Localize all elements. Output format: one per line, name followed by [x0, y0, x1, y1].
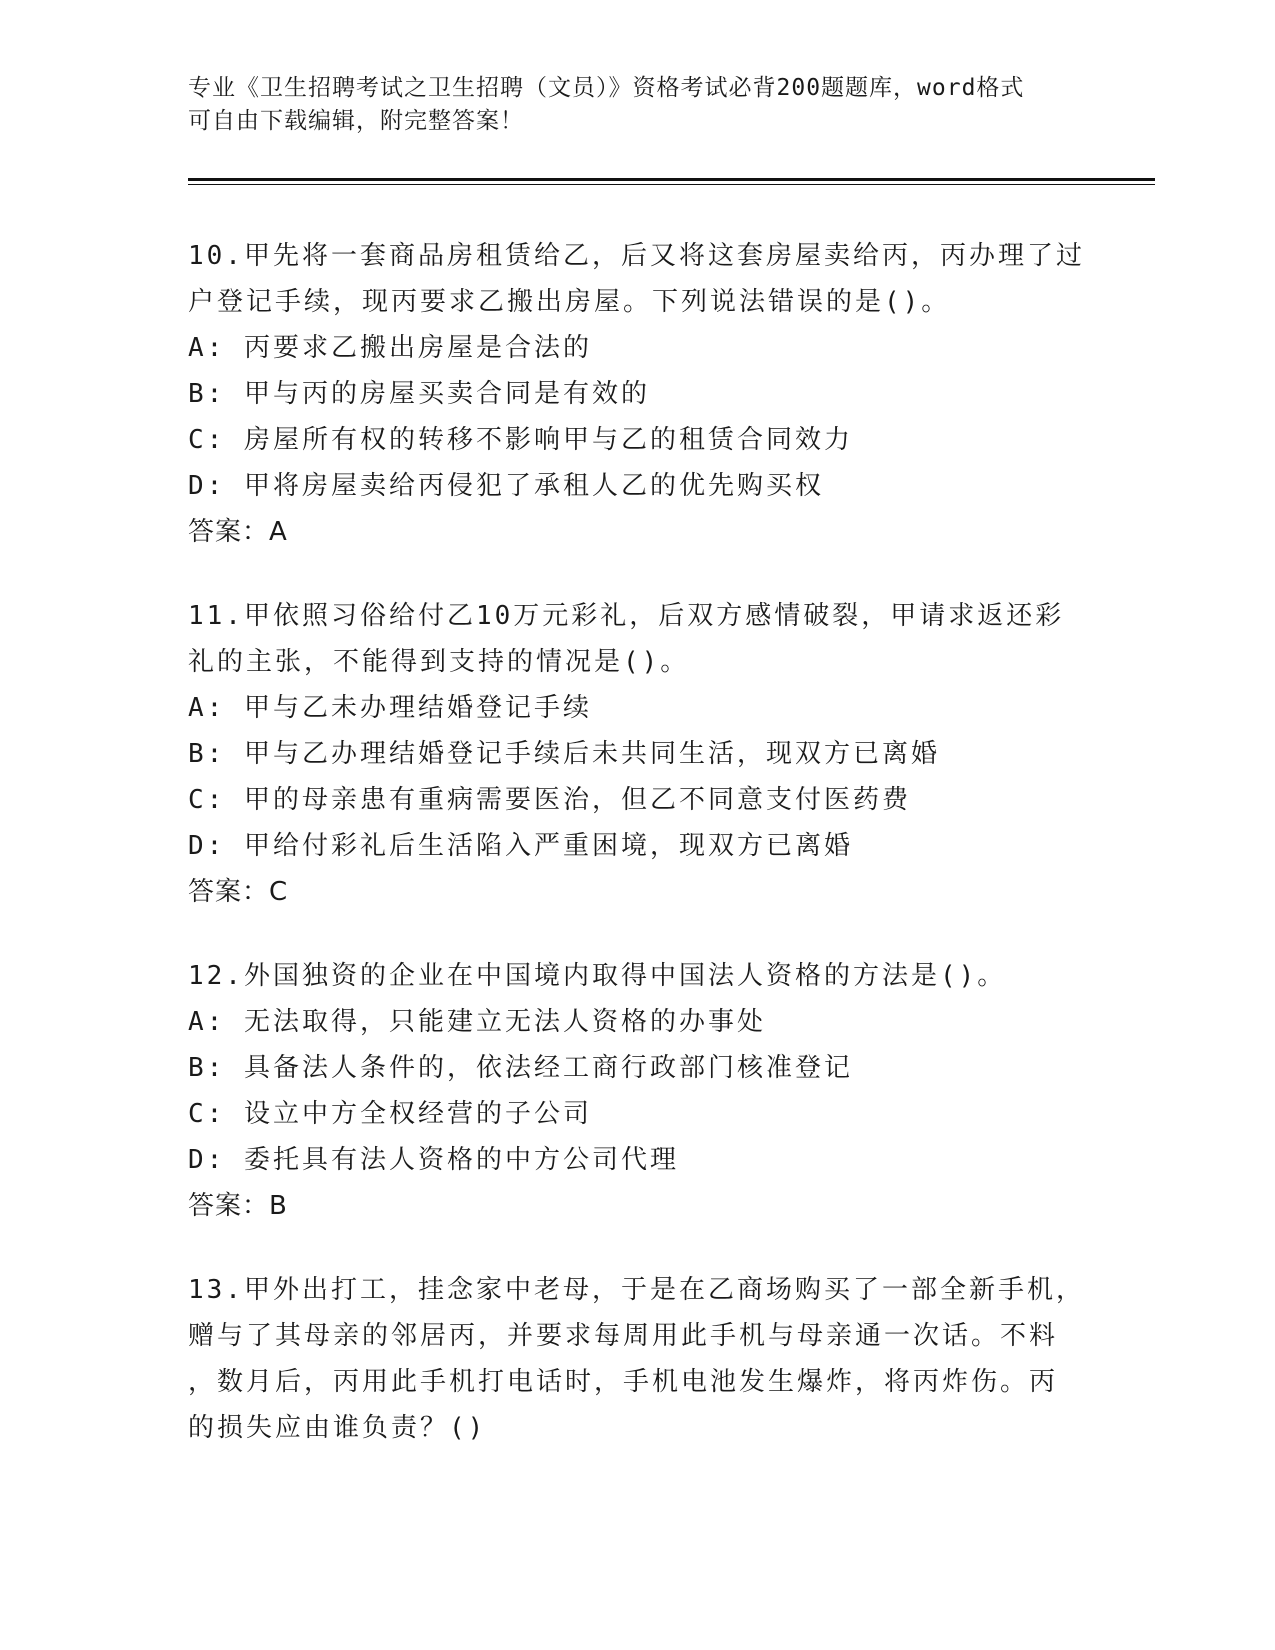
option-d: D: 委托具有法人资格的中方公司代理	[188, 1145, 679, 1175]
header-divider-thick	[188, 178, 1155, 181]
question-11	[188, 593, 1088, 915]
answer-label: 答案：A	[188, 517, 288, 547]
answer-label: 答案：B	[188, 1191, 288, 1221]
header-line-1: 专业《卫生招聘考试之卫生招聘（文员）》资格考试必背200题题库，word格式	[188, 75, 1025, 101]
option-d: D: 甲将房屋卖给丙侵犯了承租人乙的优先购买权	[188, 471, 824, 501]
question-stem-line: 13.甲外出打工，挂念家中老母，于是在乙商场购买了一部全新手机，	[188, 1275, 1085, 1305]
question-10	[188, 233, 1088, 555]
header-line-2: 可自由下载编辑，附完整答案！	[188, 108, 524, 134]
question-stem-line: 赠与了其母亲的邻居丙，并要求每周用此手机与母亲通一次话。不料	[188, 1321, 1059, 1351]
question-list	[188, 233, 1088, 1451]
option-c: C: 房屋所有权的转移不影响甲与乙的租赁合同效力	[188, 425, 853, 455]
answer-label: 答案：C	[188, 877, 289, 907]
question-12	[188, 953, 1088, 1229]
option-c: C: 甲的母亲患有重病需要医治，但乙不同意支付医药费	[188, 785, 911, 815]
question-stem-line: 礼的主张，不能得到支持的情况是()。	[188, 647, 690, 677]
option-d: D: 甲给付彩礼后生活陷入严重困境，现双方已离婚	[188, 831, 853, 861]
question-stem-line: 12.外国独资的企业在中国境内取得中国法人资格的方法是()。	[188, 961, 1007, 991]
option-c: C: 设立中方全权经营的子公司	[188, 1099, 592, 1129]
question-stem-line: 的损失应由谁负责？()	[188, 1413, 487, 1443]
document-header	[188, 72, 1088, 138]
option-b: B: 具备法人条件的，依法经工商行政部门核准登记	[188, 1053, 853, 1083]
header-divider-thin	[188, 184, 1155, 185]
option-a: A: 丙要求乙搬出房屋是合法的	[188, 333, 592, 363]
option-b: B: 甲与乙办理结婚登记手续后未共同生活，现双方已离婚	[188, 739, 940, 769]
question-stem-line: 户登记手续，现丙要求乙搬出房屋。下列说法错误的是()。	[188, 287, 951, 317]
question-stem-line: 11.甲依照习俗给付乙10万元彩礼，后双方感情破裂，甲请求返还彩	[188, 601, 1065, 631]
option-a: A: 甲与乙未办理结婚登记手续	[188, 693, 592, 723]
question-stem-line: ，数月后，丙用此手机打电话时，手机电池发生爆炸，将丙炸伤。丙	[188, 1367, 1059, 1397]
question-stem-line: 10.甲先将一套商品房租赁给乙，后又将这套房屋卖给丙，丙办理了过	[188, 241, 1085, 271]
question-13	[188, 1267, 1088, 1451]
option-b: B: 甲与丙的房屋买卖合同是有效的	[188, 379, 650, 409]
option-a: A: 无法取得，只能建立无法人资格的办事处	[188, 1007, 766, 1037]
